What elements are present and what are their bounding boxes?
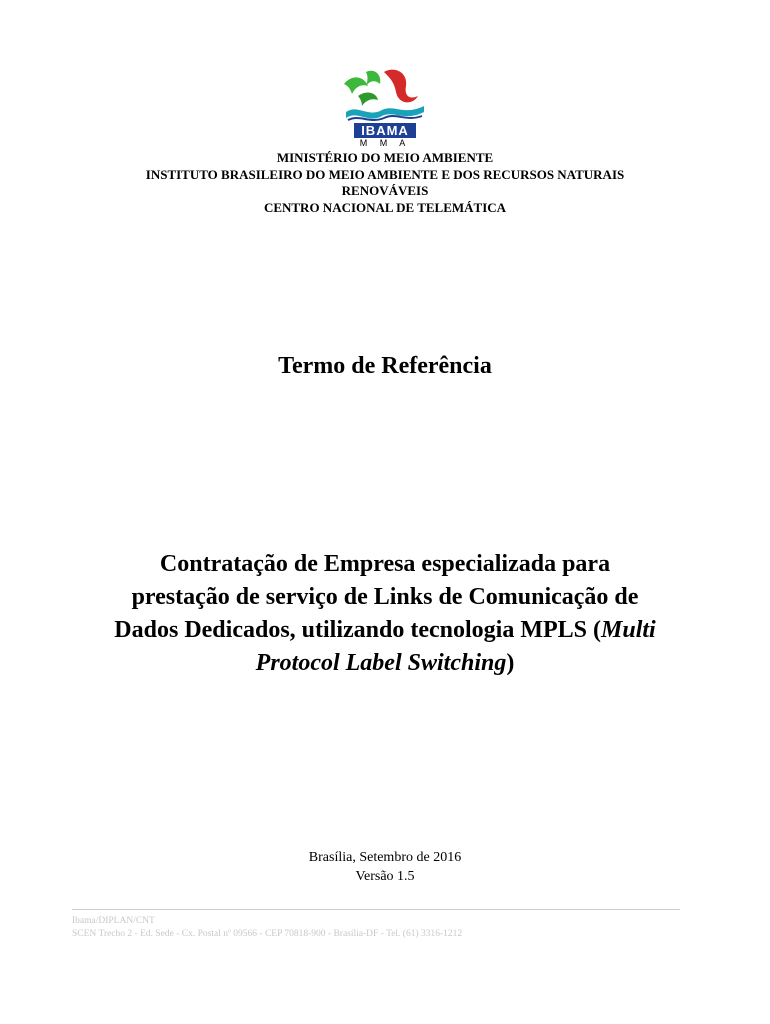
page-footer	[72, 915, 692, 941]
version: Versão 1.5	[355, 869, 415, 884]
ibama-emblem-icon	[338, 66, 432, 126]
logo-wordmark: IBAMA	[354, 123, 416, 138]
subject-line-2: prestação de serviço de Links de Comunicação de	[131, 584, 639, 610]
institute-name-cont: RENOVÁVEIS	[341, 183, 429, 198]
document-title: Termo de Referência	[278, 353, 492, 379]
subject-line-1: Contratação de Empresa especializada para	[159, 551, 611, 577]
date-block	[0, 848, 770, 886]
subject-line-4-text: )	[506, 650, 515, 676]
institute-name: INSTITUTO BRASILEIRO DO MEIO AMBIENTE E DOS RECURSOS NATURAIS	[145, 166, 625, 182]
subject-line-3	[60, 614, 710, 647]
subject-line-3-text: Dados Dedicados, utilizando tecnologia MPLS (	[114, 617, 601, 643]
document-header	[0, 150, 770, 216]
footer-divider	[72, 909, 680, 910]
center-name: CENTRO NACIONAL DE TELEMÁTICA	[263, 199, 507, 215]
document-subject	[60, 548, 710, 680]
ibama-logo	[338, 66, 432, 152]
subject-line-4	[60, 647, 710, 680]
footer-address: SCEN Trecho 2 - Ed. Sede - Cx. Postal nº 09566 - CEP 70818-900 - Brasília-DF - Tel. (61) 3316-1212	[72, 929, 463, 939]
logo-subtext: M M A	[359, 138, 411, 148]
subject-line-4-italic: Protocol Label Switching	[255, 650, 507, 676]
ministry-name: MINISTÉRIO DO MEIO AMBIENTE	[276, 150, 494, 165]
place-date: Brasília, Setembro de 2016	[308, 850, 462, 865]
footer-department: Ibama/DIPLAN/CNT	[72, 916, 155, 926]
subject-line-3-italic: Multi	[601, 617, 656, 643]
